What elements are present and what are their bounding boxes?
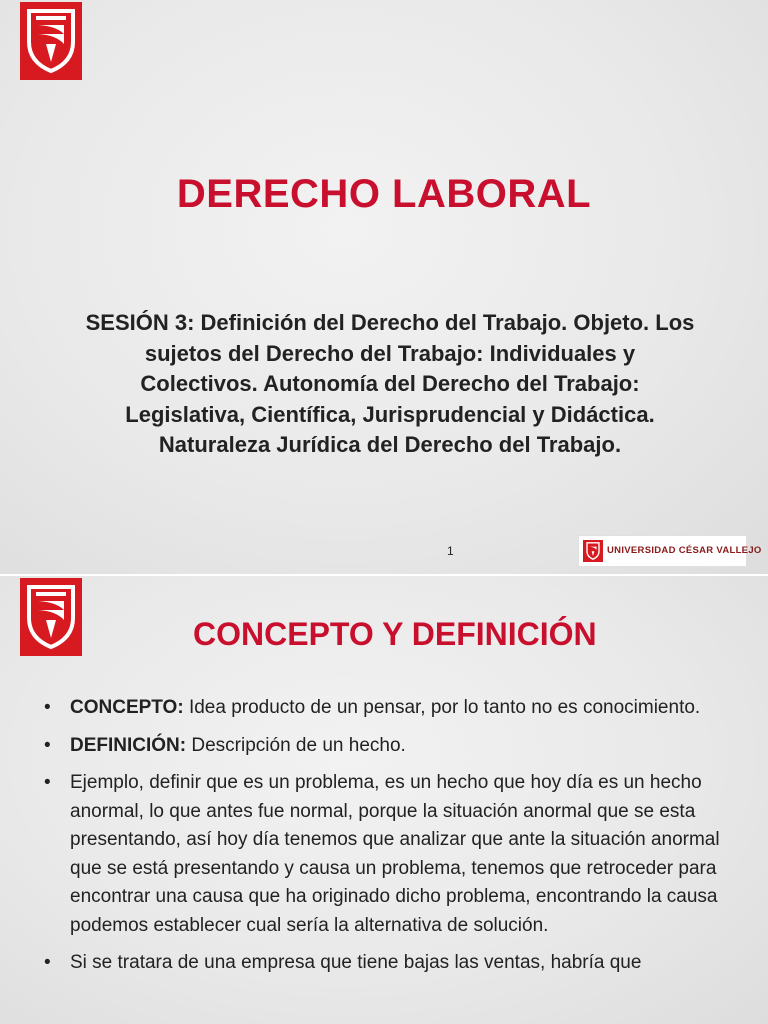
bullet-item [44, 694, 724, 723]
ucv-shield-icon [26, 8, 76, 74]
university-badge [578, 535, 762, 567]
bullet-term: CONCEPTO: [70, 697, 184, 718]
slide-title: DERECHO LABORAL [176, 172, 592, 216]
bullet-text: Idea producto de un pensar, por lo tanto no es conocimiento. [183, 697, 701, 718]
ucv-logo [20, 578, 82, 656]
bullet-dot-icon: • [44, 952, 51, 973]
page-number: 1 [447, 544, 454, 558]
bullet-item [44, 732, 724, 761]
ucv-shield-icon [26, 584, 76, 650]
bullet-dot-icon: • [44, 697, 51, 718]
bullet-text: Ejemplo, definir que es un problema, es un hecho que hoy día es un hecho anormal, lo que antes fue normal, porque la situación anormal que se esta presentando, así hoy día tenemos que analizar que ante la situación anormal que se está presentando y causa un problema, tenemos que retroceder para encontrar una causa que ha originado dicho problema, encontrando la causa podemos establecer cual sería la alternativa de solución. [70, 772, 720, 936]
bullet-item [44, 769, 724, 940]
bullet-dot-icon: • [44, 772, 51, 793]
slide-title: CONCEPTO Y DEFINICIÓN [193, 616, 597, 652]
bullet-dot-icon: • [44, 734, 51, 756]
ucv-mini-shield-icon [583, 540, 603, 562]
slide-2 [0, 576, 768, 1024]
ucv-logo [20, 2, 82, 80]
bullet-term: DEFINICIÓN: [70, 734, 187, 756]
bullet-item [44, 949, 724, 978]
bullet-list [44, 694, 724, 987]
bullet-text: Descripción de un hecho. [186, 734, 406, 756]
university-name: UNIVERSIDAD CÉSAR VALLEJO [607, 545, 762, 556]
session-description: SESIÓN 3: Definición del Derecho del Trabajo. Objeto. Los sujetos del Derecho del Trabajo: Individuales y Colectivos. Autonomía del Derecho del Trabajo: Legislativa, Científica, Jurisprudencial y Didáctica. Naturaleza Jurídica del Derecho del Trabajo. [85, 310, 695, 457]
bullet-text: Si se tratara de una empresa que tiene bajas las ventas, habría que [70, 952, 642, 973]
